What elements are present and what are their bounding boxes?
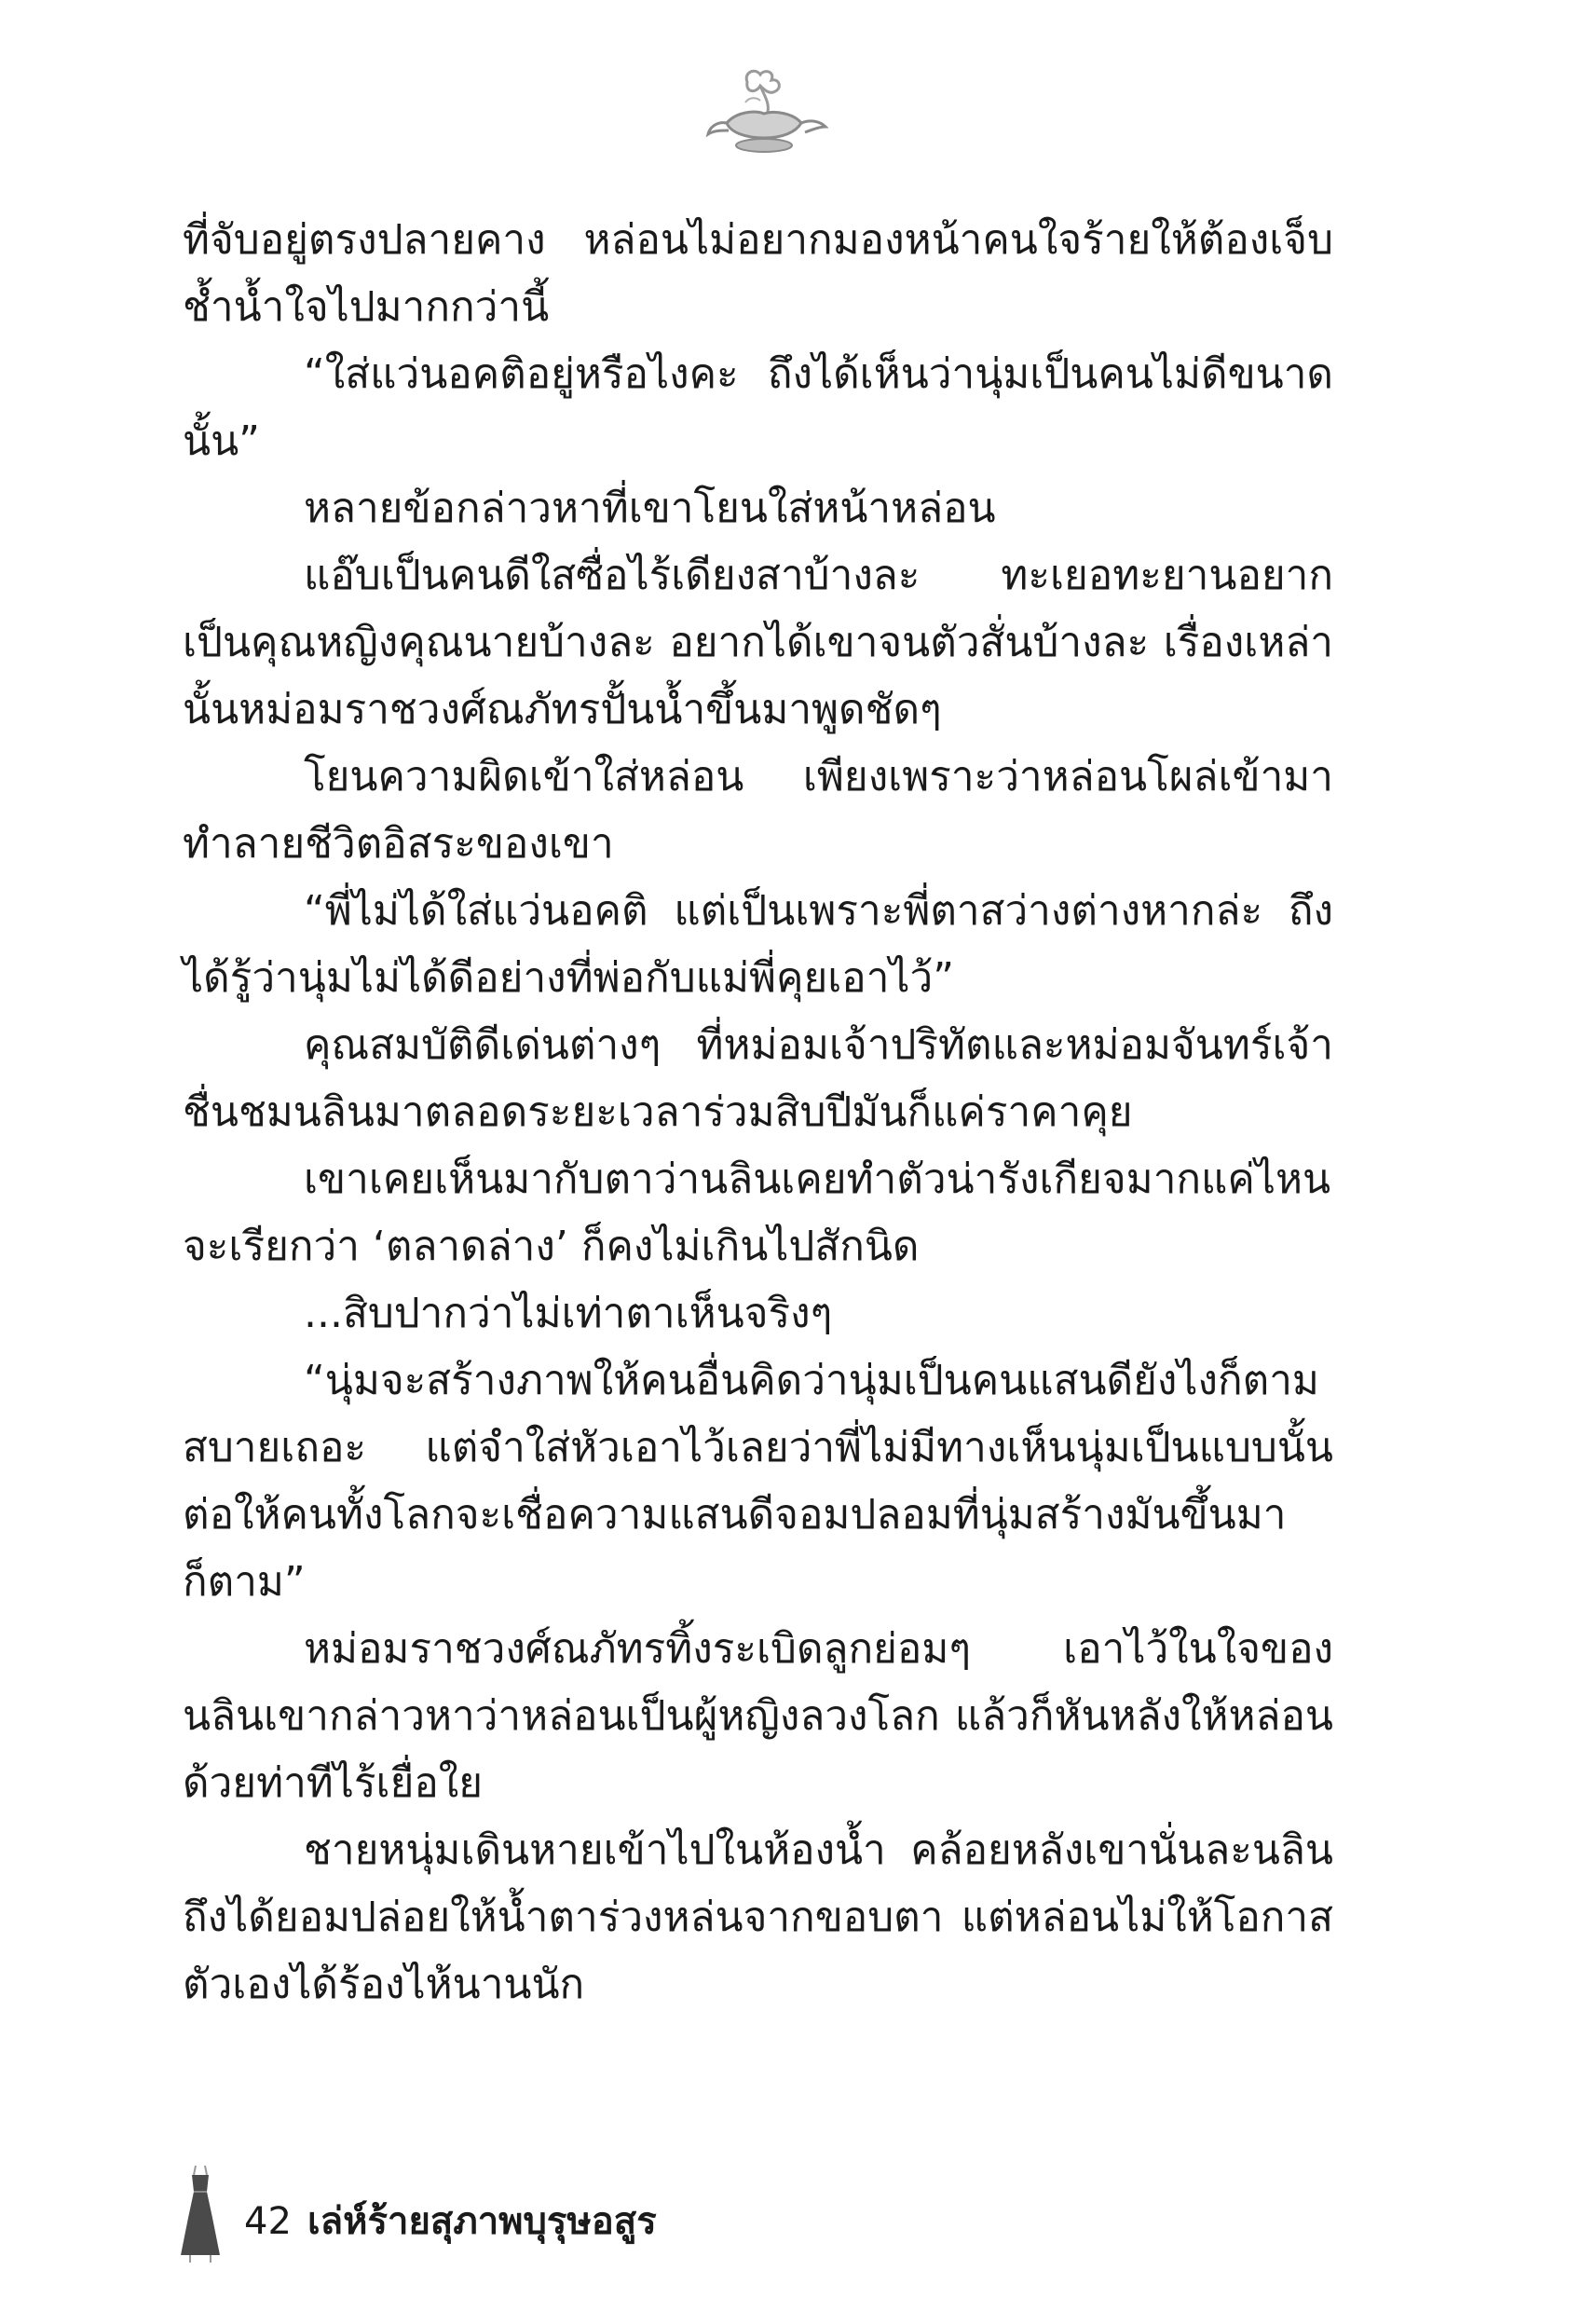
paragraph: โยนความผิดเข้าใส่หล่อน เพียงเพราะว่าหล่อนโผล่เข้ามาทำลายชีวิตอิสระของเขา: [183, 753, 1333, 868]
page-body: [183, 207, 1333, 2008]
page-footer: [177, 2162, 1016, 2264]
paragraph: หม่อมราชวงศ์ณภัทรทิ้งระเบิดลูกย่อมๆ เอาไว้ในใจของนลินเขากล่าวหาว่าหล่อนเป็นผู้หญิงลวงโลก แล้วก็หันหลังให้หล่อนด้วยท่าทีไร้เยื่อใย: [183, 1625, 1333, 1807]
paragraph: ...สิบปากว่าไม่เท่าตาเห็นจริงๆ: [304, 1290, 833, 1337]
paragraph: หลายข้อกล่าวหาที่เขาโยนใส่หน้าหล่อน: [304, 485, 996, 532]
paragraph: “พี่ไม่ได้ใส่แว่นอคติ แต่เป็นเพราะพี่ตาสว่างต่างหากล่ะ ถึงได้รู้ว่านุ่มไม่ได้ดีอย่างที่พ่อกับแม่พี่คุยเอาไว้”: [183, 887, 1333, 1002]
paragraph: คุณสมบัติดีเด่นต่างๆ ที่หม่อมเจ้าปริทัตและหม่อมจันทร์เจ้าชื่นชมนลินมาตลอดระยะเวลาร่วมสิบปีมันก็แค่ราคาคุย: [183, 1021, 1333, 1136]
lamp-ornament-icon: [689, 65, 829, 168]
paragraph: “นุ่มจะสร้างภาพให้คนอื่นคิดว่านุ่มเป็นคนแสนดียังไงก็ตามสบายเถอะ แต่จำใส่หัวเอาไว้เลยว่าพี่ไม่มีทางเห็นนุ่มเป็นแบบนั้น ต่อให้คนทั้งโลกจะเชื่อความแสนดีจอมปลอมที่นุ่มสร้างมันขึ้นมาก็ตาม”: [183, 1357, 1333, 1606]
paragraph: ชายหนุ่มเดินหายเข้าไปในห้องน้ำ คล้อยหลังเขานั่นละนลินถึงได้ยอมปล่อยให้น้ำตาร่วงหล่นจากขอบตา แต่หล่อนไม่ให้โอกาสตัวเองได้ร้องไห้นานนัก: [183, 1826, 1333, 2008]
dress-icon: [177, 2162, 224, 2264]
paragraph: ที่จับอยู่ตรงปลายคาง หล่อนไม่อยากมองหน้าคนใจร้ายให้ต้องเจ็บช้ำน้ำใจไปมากกว่านี้: [183, 216, 1333, 331]
book-title: เล่ห์ร้ายสุภาพบุรุษอสูร: [307, 2200, 657, 2243]
paragraph: แอ๊บเป็นคนดีใสซื่อไร้เดียงสาบ้างละ ทะเยอทะยานอยากเป็นคุณหญิงคุณนายบ้างละ อยากได้เขาจนตัวสั่นบ้างละ เรื่องเหล่านั้นหม่อมราชวงศ์ณภัทรปั้นน้ำขึ้นมาพูดชัดๆ: [183, 552, 1333, 733]
page-number: 42: [244, 2200, 292, 2243]
paragraph: เขาเคยเห็นมากับตาว่านลินเคยทำตัวน่ารังเกียจมากแค่ไหนจะเรียกว่า ‘ตลาดล่าง’ ก็คงไม่เกินไปสักนิด: [183, 1156, 1331, 1270]
paragraph: “ใส่แว่นอคติอยู่หรือไงคะ ถึงได้เห็นว่านุ่มเป็นคนไม่ดีขนาดนั้น”: [183, 350, 1333, 465]
